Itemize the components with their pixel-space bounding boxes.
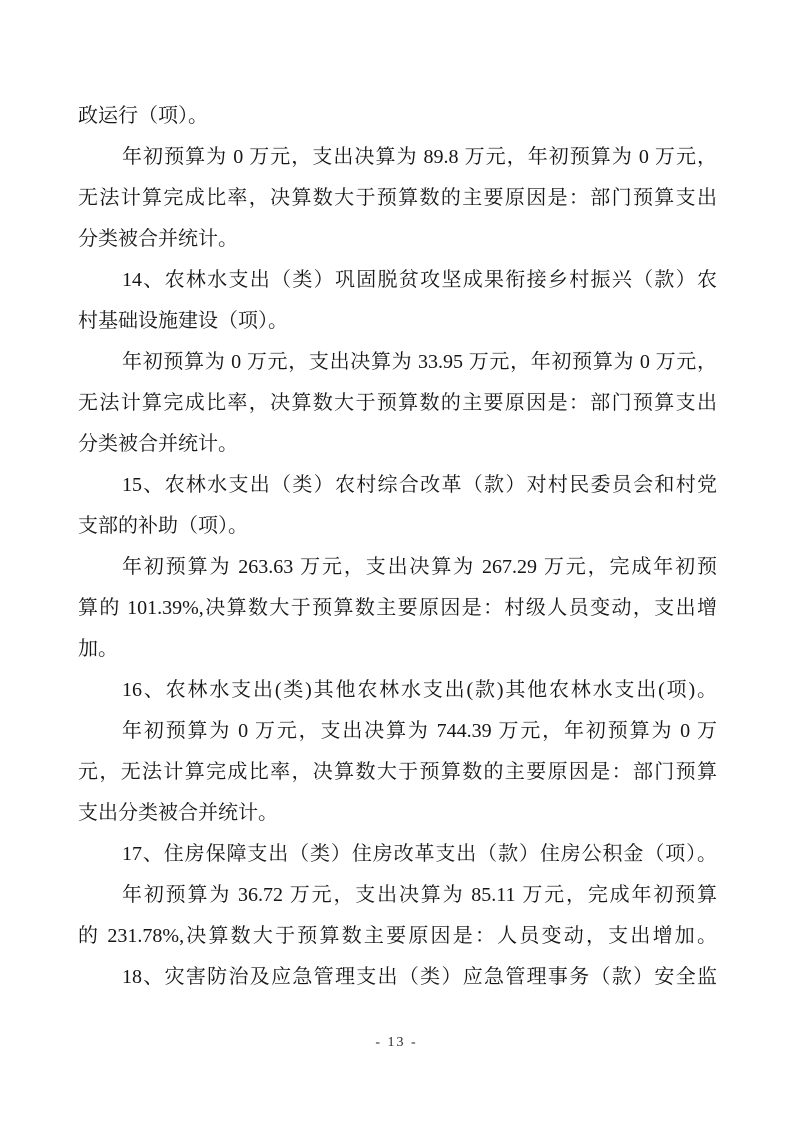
document-line: 年初预算为 0 万元，支出决算为 89.8 万元，年初预算为 0 万元， <box>122 146 717 168</box>
document-line: 17、住房保障支出（类）住房改革支出（款）住房公积金（项）。 <box>122 843 717 865</box>
document-body <box>78 96 717 998</box>
document-line: 分类被合并统计。 <box>78 433 238 455</box>
document-line: 年初预算为 0 万元，支出决算为 744.39 万元，年初预算为 0 万 <box>122 720 717 742</box>
document-line: 元，无法计算完成比率，决算数大于预算数的主要原因是：部门预算 <box>78 761 717 783</box>
document-line: 14、农林水支出（类）巩固脱贫攻坚成果衔接乡村振兴（款）农 <box>122 269 717 291</box>
document-line: 年初预算为 0 万元，支出决算为 33.95 万元，年初预算为 0 万元， <box>122 351 717 373</box>
document-line: 加。 <box>78 638 118 660</box>
document-line: 15、农林水支出（类）农村综合改革（款）对村民委员会和村党 <box>122 474 717 496</box>
document-line: 年初预算为 263.63 万元，支出决算为 267.29 万元，完成年初预 <box>122 556 717 578</box>
document-line: 政运行（项）。 <box>78 105 208 127</box>
page-number: - 13 - <box>375 1035 418 1050</box>
document-line: 16、农林水支出(类)其他农林水支出(款)其他农林水支出(项)。 <box>122 679 717 701</box>
document-line: 无法计算完成比率，决算数大于预算数的主要原因是：部门预算支出 <box>78 392 717 414</box>
document-line: 的 231.78%,决算数大于预算数主要原因是：人员变动，支出增加。 <box>78 925 717 947</box>
document-line: 村基础设施建设（项）。 <box>78 310 288 332</box>
document-line: 算的 101.39%,决算数大于预算数主要原因是：村级人员变动，支出增 <box>78 597 717 619</box>
document-line: 18、灾害防治及应急管理支出（类）应急管理事务（款）安全监 <box>122 966 717 988</box>
document-line: 年初预算为 36.72 万元，支出决算为 85.11 万元，完成年初预算 <box>122 884 717 906</box>
document-line: 支出分类被合并统计。 <box>78 802 278 824</box>
document-line: 分类被合并统计。 <box>78 228 238 250</box>
document-line: 支部的补助（项）。 <box>78 515 248 537</box>
document-line: 无法计算完成比率，决算数大于预算数的主要原因是：部门预算支出 <box>78 187 717 209</box>
